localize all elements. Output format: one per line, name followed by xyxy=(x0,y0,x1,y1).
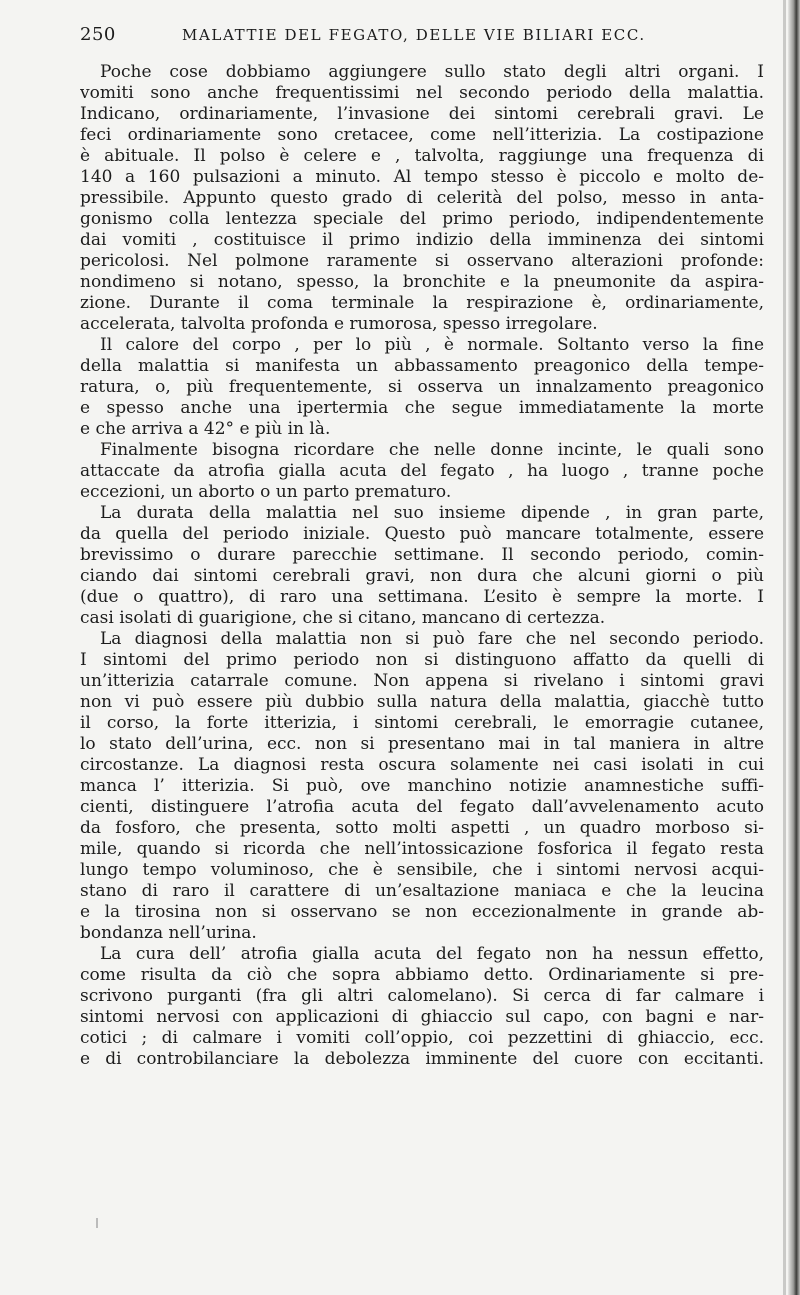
text-line: Indicano, ordinariamente, l’invasione dei sintomi cerebrali gravi. Le xyxy=(80,104,764,124)
text-line: pericolosi. Nel polmone raramente si osservano alterazioni profonde: xyxy=(80,251,764,271)
page-gutter-shadow xyxy=(783,0,786,1295)
text-line: vomiti sono anche frequentissimi nel secondo periodo della malattia. xyxy=(80,83,764,103)
text-line: pressibile. Appunto questo grado di celerità del polso, messo in anta- xyxy=(80,188,764,208)
text-line: da quella del periodo iniziale. Questo può mancare totalmente, essere xyxy=(80,524,764,544)
text-line: La diagnosi della malattia non si può fare che nel secondo periodo. xyxy=(100,629,764,649)
body-text xyxy=(80,62,764,1070)
text-line: cienti, distinguere l’atrofia acuta del fegato dall’avvelenamento acuto xyxy=(80,797,764,817)
scan-mark xyxy=(96,1218,98,1228)
text-line: e che arriva a 42° e più in là. xyxy=(80,419,331,439)
text-line: eccezioni, un aborto o un parto prematuro. xyxy=(80,482,452,502)
text-line: ciando dai sintomi cerebrali gravi, non dura che alcuni giorni o più xyxy=(80,566,764,586)
text-line: 140 a 160 pulsazioni a minuto. Al tempo stesso è piccolo e molto de- xyxy=(80,167,764,187)
text-line: gonismo colla lentezza speciale del primo periodo, indipendentemente xyxy=(80,209,764,229)
text-line: casi isolati di guarigione, che si citano, mancano di certezza. xyxy=(80,608,606,628)
text-line: come risulta da ciò che sopra abbiamo detto. Ordinariamente si pre- xyxy=(80,965,764,985)
text-line: La cura dell’ atrofia gialla acuta del fegato non ha nessun effetto, xyxy=(100,944,764,964)
text-line: nondimeno si notano, spesso, la bronchite e la pneumonite da aspira- xyxy=(80,272,764,292)
text-line: da fosforo, che presenta, sotto molti aspetti , un quadro morboso si- xyxy=(80,818,764,838)
text-line: zione. Durante il coma terminale la respirazione è, ordinariamente, xyxy=(80,293,764,313)
text-line: ratura, o, più frequentemente, si osserva un innalzamento preagonico xyxy=(80,377,764,397)
text-line: I sintomi del primo periodo non si distinguono affatto da quelli di xyxy=(80,650,764,670)
text-line: scrivono purganti (fra gli altri calomelano). Si cerca di far calmare i xyxy=(80,986,764,1006)
text-line: feci ordinariamente sono cretacee, come nell’itterizia. La costipazione xyxy=(80,125,764,145)
text-line: brevissimo o durare parecchie settimane. Il secondo periodo, comin- xyxy=(80,545,764,565)
text-line: Il calore del corpo , per lo più , è normale. Soltanto verso la fine xyxy=(100,335,764,355)
text-line: lo stato dell’urina, ecc. non si presentano mai in tal maniera in altre xyxy=(80,734,764,754)
text-line: bondanza nell’urina. xyxy=(80,923,257,943)
text-line: Poche cose dobbiamo aggiungere sullo stato degli altri organi. I xyxy=(100,62,764,82)
text-line: mile, quando si ricorda che nell’intossicazione fosforica il fegato resta xyxy=(80,839,764,859)
text-line: manca l’ itterizia. Si può, ove manchino notizie anamnestiche suffi- xyxy=(80,776,764,796)
text-line: e spesso anche una ipertermia che segue immediatamente la morte xyxy=(80,398,764,418)
text-line: sintomi nervosi con applicazioni di ghiaccio sul capo, con bagni e nar- xyxy=(80,1007,764,1027)
text-line: attaccate da atrofia gialla acuta del fegato , ha luogo , tranne poche xyxy=(80,461,764,481)
text-line: il corso, la forte itterizia, i sintomi cerebrali, le emorragie cutanee, xyxy=(80,713,764,733)
running-head: MALATTIE DEL FEGATO, DELLE VIE BILIARI ECC. xyxy=(182,26,646,44)
text-line: e di controbilanciare la debolezza imminente del cuore con eccitanti. xyxy=(80,1049,764,1069)
page-number: 250 xyxy=(80,24,116,45)
text-line: è abituale. Il polso è celere e , talvolta, raggiunge una frequenza di xyxy=(80,146,764,166)
text-line: accelerata, talvolta profonda e rumorosa, spesso irregolare. xyxy=(80,314,598,334)
text-line: lungo tempo voluminoso, che è sensibile, che i sintomi nervosi acqui- xyxy=(80,860,764,880)
text-line: dai vomiti , costituisce il primo indizio della imminenza dei sintomi xyxy=(80,230,764,250)
text-line: (due o quattro), di raro una settimana. L’esito è sempre la morte. I xyxy=(80,587,764,607)
text-line: e la tirosina non si osservano se non eccezionalmente in grande ab- xyxy=(80,902,764,922)
page-edge xyxy=(788,0,800,1295)
text-line: della malattia si manifesta un abbassamento preagonico della tempe- xyxy=(80,356,764,376)
text-line: non vi può essere più dubbio sulla natura della malattia, giacchè tutto xyxy=(80,692,764,712)
text-line: cotici ; di calmare i vomiti coll’oppio, coi pezzettini di ghiaccio, ecc. xyxy=(80,1028,764,1048)
text-line: Finalmente bisogna ricordare che nelle donne incinte, le quali sono xyxy=(100,440,764,460)
text-line: La durata della malattia nel suo insieme dipende , in gran parte, xyxy=(100,503,764,523)
text-line: stano di raro il carattere di un’esaltazione maniaca e che la leucina xyxy=(80,881,764,901)
text-line: un’itterizia catarrale comune. Non appena si rivelano i sintomi gravi xyxy=(80,671,764,691)
page-header xyxy=(80,24,760,52)
text-line: circostanze. La diagnosi resta oscura solamente nei casi isolati in cui xyxy=(80,755,764,775)
